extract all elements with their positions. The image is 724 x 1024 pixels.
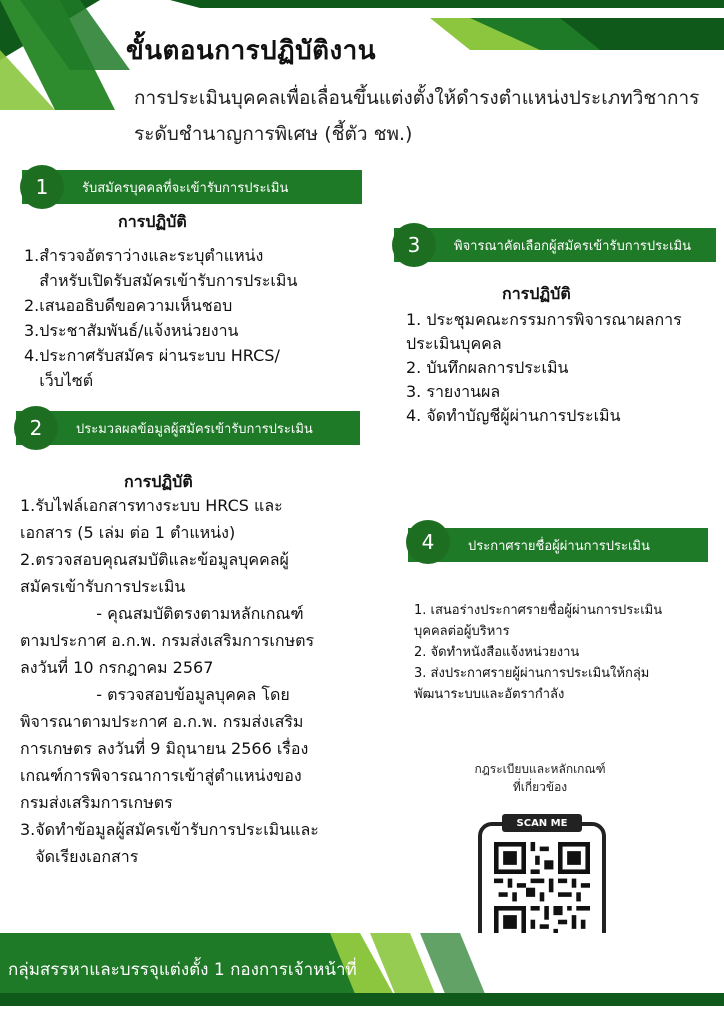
step-2-item: เกณฑ์การพิจารณาการเข้าสู่ตำแหน่งของ (20, 766, 302, 785)
step-1-item: สำหรับเปิดรับสมัครเข้ารับการประเมิน (24, 271, 298, 290)
step-3-label: พิจารณาคัดเลือกผู้สมัครเข้ารับการประเมิน (454, 238, 691, 254)
step-1-item: 4.ประกาศรับสมัคร ผ่านระบบ HRCS/ (24, 346, 280, 365)
step-2-item: 3.จัดทำข้อมูลผู้สมัครเข้ารับการประเมินและ (20, 820, 319, 839)
step-2-item: - ตรวจสอบข้อมูลบุคคล โดย (20, 685, 290, 704)
step-2-item: กรมส่งเสริมการเกษตร (20, 793, 173, 812)
qr-caption-line1: กฎระเบียบและหลักเกณฑ์ (474, 762, 606, 776)
step-2-item: ลงวันที่ 10 กรกฎาคม 2567 (20, 658, 214, 677)
step-3-number: 3 (392, 223, 436, 267)
step-2-item: เอกสาร (5 เล่ม ต่อ 1 ตำแหน่ง) (20, 523, 236, 542)
footer-text: กลุ่มสรรหาและบรรจุแต่งตั้ง 1 กองการเจ้าหน้าที่ (8, 960, 357, 980)
step-4-label: ประกาศรายชื่อผู้ผ่านการประเมิน (468, 538, 650, 554)
step-2-item: - คุณสมบัติตรงตามหลักเกณฑ์ (20, 604, 304, 623)
step-1-number: 1 (20, 165, 64, 209)
step-4-number: 4 (406, 520, 450, 564)
step-4-list (414, 600, 662, 705)
step-2-heading: การปฏิบัติ (124, 472, 193, 491)
step-4-item: บุคคลต่อผู้บริหาร (414, 624, 510, 639)
qr-code-frame[interactable] (478, 822, 606, 950)
step-2-item: 1.รับไฟล์เอกสารทางระบบ HRCS และ (20, 496, 283, 515)
step-1-heading: การปฏิบัติ (118, 212, 187, 231)
step-2-bar (16, 411, 360, 445)
step-1-bar (22, 170, 362, 204)
step-3-list (406, 308, 682, 428)
step-3-item: 1. ประชุมคณะกรรมการพิจารณาผลการ (406, 310, 682, 329)
step-2-label: ประมวลผลข้อมูลผู้สมัครเข้ารับการประเมิน (76, 421, 313, 437)
step-3-item: ประเมินบุคคล (406, 334, 502, 353)
step-4-bar (408, 528, 708, 562)
step-2-list (20, 492, 319, 870)
step-1-label: รับสมัครบุคคลที่จะเข้ารับการประเมิน (82, 180, 289, 196)
step-4-item: 2. จัดทำหนังสือแจ้งหน่วยงาน (414, 645, 580, 660)
page-subtitle: การประเมินบุคคลเพื่อเลื่อนขึ้นแต่งตั้งให้ดำรงตำแหน่งประเภทวิชาการระดับชำนาญการพิเศษ (ชี้ตัว ชพ.) (134, 87, 700, 145)
step-4-item: พัฒนาระบบและอัตรากำลัง (414, 687, 565, 702)
step-2-item: พิจารณาตามประกาศ อ.ก.พ. กรมส่งเสริม (20, 712, 304, 731)
step-3-heading: การปฏิบัติ (502, 284, 571, 303)
step-1-item: 1.สำรวจอัตราว่างและระบุตำแหน่ง (24, 246, 264, 265)
step-3-item: 2. บันทึกผลการประเมิน (406, 358, 569, 377)
qr-caption (440, 760, 640, 796)
qr-code-icon (494, 842, 590, 938)
scan-me-tag: SCAN ME (502, 814, 582, 832)
step-2-item: จัดเรียงเอกสาร (20, 847, 139, 866)
qr-caption-line2: ที่เกี่ยวข้อง (512, 780, 568, 794)
step-3-item: 4. จัดทำบัญชีผู้ผ่านการประเมิน (406, 406, 621, 425)
step-1-item: 2.เสนออธิบดีขอความเห็นชอบ (24, 296, 233, 315)
step-1-item: 3.ประชาสัมพันธ์/แจ้งหน่วยงาน (24, 321, 239, 340)
step-2-number: 2 (14, 406, 58, 450)
step-4-item: 1. เสนอร่างประกาศรายชื่อผู้ผ่านการประเมิน (414, 603, 663, 618)
page-title: ขั้นตอนการปฏิบัติงาน (126, 36, 377, 66)
step-3-item: 3. รายงานผล (406, 382, 501, 401)
step-3-bar (394, 228, 716, 262)
step-2-item: สมัครเข้ารับการประเมิน (20, 577, 186, 596)
step-1-item: เว็บไซต์ (24, 371, 94, 390)
step-4-item: 3. ส่งประกาศรายผู้ผ่านการประเมินให้กลุ่ม (414, 666, 650, 681)
step-2-item: 2.ตรวจสอบคุณสมบัติและข้อมูลบุคคลผู้ (20, 550, 289, 569)
step-1-list (24, 243, 297, 393)
step-2-item: ตามประกาศ อ.ก.พ. กรมส่งเสริมการเกษตร (20, 631, 315, 650)
step-2-item: การเกษตร ลงวันที่ 9 มิถุนายน 2566 เรื่อง (20, 739, 309, 758)
